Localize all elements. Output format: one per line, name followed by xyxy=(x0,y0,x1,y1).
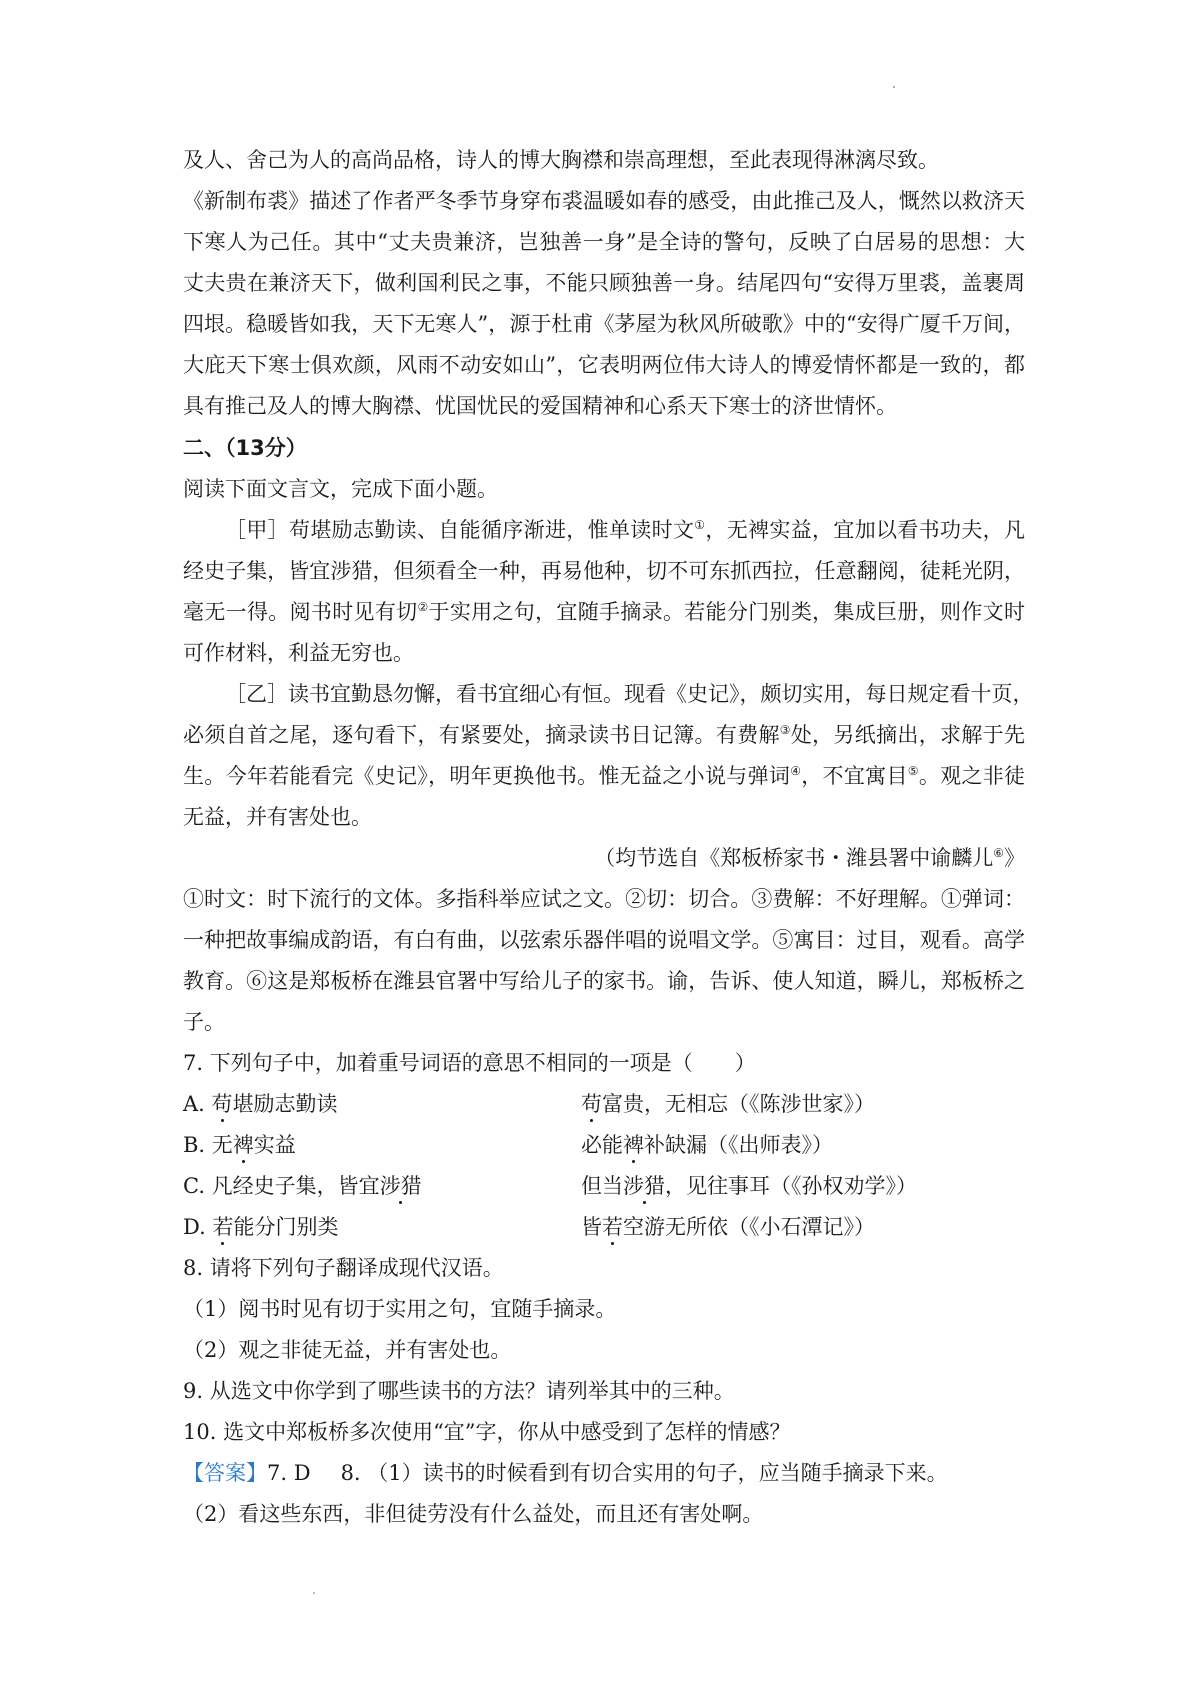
emphasis-mark: 若 xyxy=(602,1215,623,1239)
analysis-paragraph xyxy=(183,140,1025,427)
footnote-ref: ④ xyxy=(790,764,802,778)
question-10: 10. 选文中郑板桥多次使用“宜”字，你从中感受到了怎样的情感？ xyxy=(183,1420,791,1444)
analysis-line: 大庇天下寒士俱欢颜，风雨不动安如山”，它表明两位伟大诗人的博爱情怀都是一致的，都 xyxy=(183,353,1025,377)
footnote-ref: ⑥ xyxy=(993,846,1004,860)
footnote-line: ①时文：时下流行的文体。多指科举应试之文。②切：切合。③费解：不好理解。①弹词： xyxy=(183,887,1025,911)
analysis-line: 及人、舍己为人的高尚品格，诗人的博大胸襟和崇高理想，至此表现得淋漓尽致。 xyxy=(183,148,939,172)
passage-line: ［甲］苟堪励志勤读、自能循序渐进，惟单读时文①，无裨实益，宜加以看书功夫，凡 xyxy=(225,518,1026,542)
question-stem: 7. 下列句子中，加着重号词语的意思不相同的一项是（ ） xyxy=(183,1051,756,1075)
emphasis-mark: 若 xyxy=(212,1215,234,1239)
passage-line: 经史子集，皆宜涉猎，但须看全一种，再易他种，切不可东抓西拉，任意翻阅，徒耗光阴， xyxy=(183,559,1025,583)
passage-yi xyxy=(183,674,1034,838)
footnote-ref: ① xyxy=(694,518,706,532)
option-c: C. 凡经史子集，皆宜涉猎 但当涉猎，见往事耳（《孙权劝学》） xyxy=(183,1174,917,1198)
question-8 xyxy=(183,1248,1025,1371)
question-item: （2）观之非徒无益，并有害处也。 xyxy=(183,1338,512,1362)
answer-line xyxy=(183,1453,1025,1494)
answer-block xyxy=(183,1453,1025,1535)
source-citation: （均节选自《郑板桥家书・潍县署中谕麟儿⑥》 xyxy=(594,846,1025,870)
passage-line: 可作材料，利益无穷也。 xyxy=(183,641,414,665)
option-a: A. 苟堪励志勤读 苟富贵，无相忘（《陈涉世家》） xyxy=(183,1092,875,1116)
footnote-line: 一种把故事编成韵语，有白有曲，以弦索乐器伴唱的说唱文学。⑤寓目：过目，观看。高学 xyxy=(183,928,1025,952)
passage-line: ［乙］读书宜勤恳勿懈，看书宜细心有恒。现看《史记》，颇切实用，每日规定看十页， xyxy=(225,682,1034,706)
footnote-line: 子。 xyxy=(183,1010,225,1034)
section-heading: 二、（13分） xyxy=(183,436,307,460)
emphasis-mark: 苟 xyxy=(211,1092,233,1116)
analysis-line: 丈夫贵在兼济天下，做利国利民之事，不能只顾独善一身。结尾四句“安得万里裘，盖裹周 xyxy=(183,271,1025,295)
footnote-ref: ② xyxy=(417,600,429,614)
option-b: B. 无裨实益 必能裨补缺漏（《出师表》） xyxy=(183,1133,833,1157)
passage-line: 无益，并有害处也。 xyxy=(183,805,372,829)
footnote-line: 教育。⑥这是郑板桥在潍县官署中写给儿子的家书。谕，告诉、使人知道，瞬儿，郑板桥之 xyxy=(183,969,1025,993)
footnotes xyxy=(183,879,1025,1043)
answer-tag: 【答案】 xyxy=(183,1461,267,1485)
emphasis-mark: 裨 xyxy=(623,1133,644,1157)
passage-line: 生。今年若能看完《史记》，明年更换他书。惟无益之小说与弹词④，不宜寓目⑤。观之非徒 xyxy=(183,764,1026,788)
question-7 xyxy=(183,1043,1025,1248)
passage-jia xyxy=(183,510,1025,674)
analysis-line: 《新制布裘》描述了作者严冬季节身穿布裘温暖如春的感受，由此推己及人，慨然以救济天 xyxy=(183,189,1025,213)
document-page xyxy=(183,140,1034,1535)
option-d: D. 若能分门别类 皆若空游无所依（《小石潭记》） xyxy=(183,1215,875,1239)
footnote-ref: ③ xyxy=(779,723,791,737)
analysis-line: 具有推己及人的博大胸襟、忧国忧民的爱国精神和心系天下寒士的济世情怀。 xyxy=(183,394,897,418)
analysis-line: 四垠。稳暖皆如我，天下无寒人”，源于杜甫《茅屋为秋风所破歌》中的“安得广厦千万间， xyxy=(183,312,1025,336)
passage-line: 毫无一得。阅书时见有切②于实用之句，宜随手摘录。若能分门别类，集成巨册，则作文时 xyxy=(183,600,1025,624)
answer-7: 7. D xyxy=(267,1461,311,1485)
emphasis-mark: 裨 xyxy=(232,1133,254,1157)
answer-8-2: （2）看这些东西，非但徒劳没有什么益处，而且还有害处啊。 xyxy=(183,1502,764,1526)
answer-8-1: 8. （1）读书的时候看到有切合实用的句子，应当随手摘录下来。 xyxy=(340,1461,948,1485)
emphasis-mark: 涉猎 xyxy=(623,1174,665,1198)
question-stem: 8. 请将下列句子翻译成现代汉语。 xyxy=(183,1256,504,1280)
passage-line: 必须自首之尾，逐句看下，有紧要处，摘录读书日记簿。有费解③处，另纸摘出，求解于先 xyxy=(183,723,1025,747)
emphasis-mark: 苟 xyxy=(581,1092,602,1116)
footnote-ref: ⑤ xyxy=(907,764,919,778)
scan-dot xyxy=(313,1592,315,1594)
emphasis-mark: 涉猎 xyxy=(379,1174,422,1198)
section-instruction: 阅读下面文言文，完成下面小题。 xyxy=(183,477,498,501)
scan-dot xyxy=(893,86,895,88)
question-item: （1）阅书时见有切于实用之句，宜随手摘录。 xyxy=(183,1297,617,1321)
question-9: 9. 从选文中你学到了哪些读书的方法？请列举其中的三种。 xyxy=(183,1379,735,1403)
analysis-line: 下寒人为己任。其中“丈夫贵兼济，岂独善一身”是全诗的警句，反映了白居易的思想：大 xyxy=(183,230,1025,254)
